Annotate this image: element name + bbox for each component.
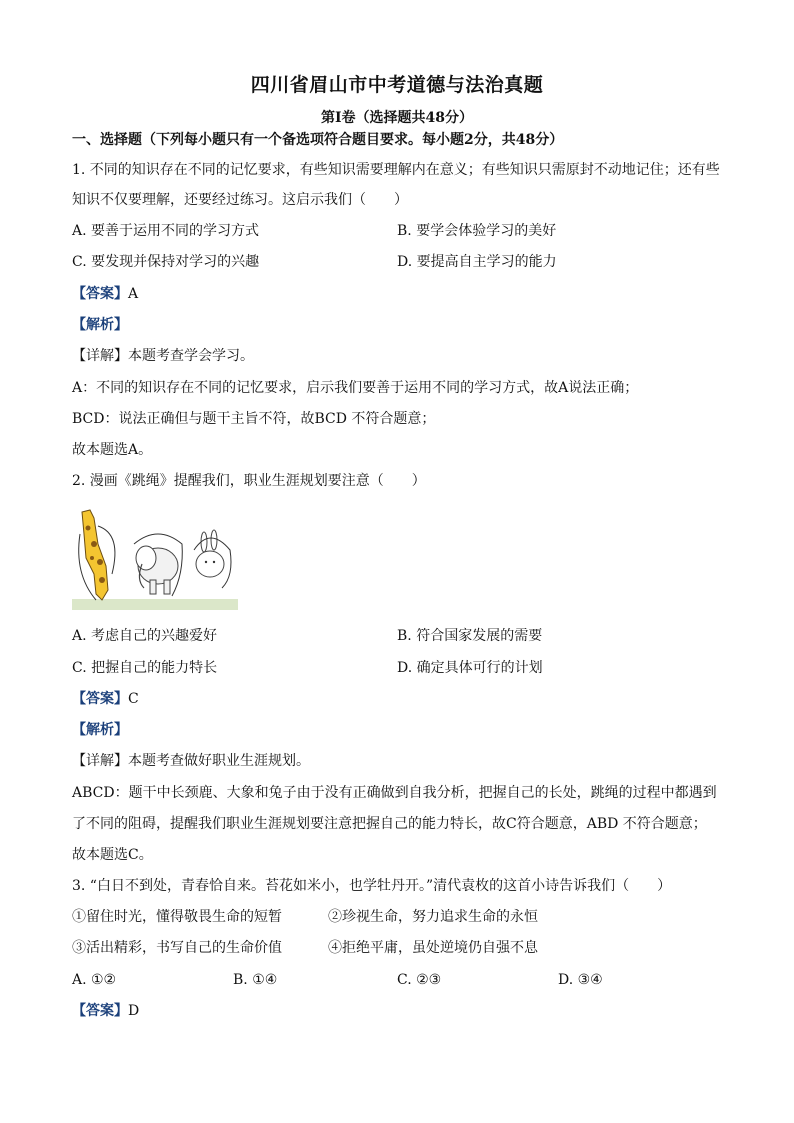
answer-label: 【答案】 (72, 286, 128, 302)
detail-label: 【详解】 (72, 348, 128, 364)
q2-answer (72, 689, 139, 709)
q1-explanation-1: A：不同的知识存在不同的记忆要求，启示我们要善于运用不同的学习方式，故A说法正确； (72, 380, 639, 396)
detail-label: 【详解】 (72, 753, 128, 769)
q3-stem: 3. “白日不到处，青春恰自来。苔花如米小，也学牡丹开。”清代袁枚的这首小诗告诉我们（ ） (72, 878, 672, 894)
q2-option-a: A. 考虑自己的兴趣爱好 (72, 628, 218, 644)
q1-conclusion: 故本题选A。 (72, 442, 153, 458)
q1-option-c: C. 要发现并保持对学习的兴趣 (72, 254, 260, 270)
q1-option-d: D. 要提高自主学习的能力 (397, 254, 557, 270)
q3-option-a: A. ①② (72, 972, 117, 988)
q2-explanation-1: ABCD：题干中长颈鹿、大象和兔子由于没有正确做到自我分析，把握自己的长处，跳绳的过程中都遇到 (72, 785, 717, 801)
q1-option-a: A. 要善于运用不同的学习方式 (72, 223, 260, 239)
jump-rope-cartoon-image (72, 504, 238, 610)
section-heading: 一、选择题（下列每小题只有一个备选项符合题目要求。每小题2分，共48分） (72, 132, 564, 148)
page-title: 四川省眉山市中考道德与法治真题 (250, 74, 544, 96)
q1-option-b: B. 要学会体验学习的美好 (397, 223, 557, 239)
q2-stem: 2. 漫画《跳绳》提醒我们，职业生涯规划要注意（ ） (72, 473, 426, 489)
q1-detail-text: 本题考查学会学习。 (128, 348, 254, 364)
q3-item-3: ③活出精彩，书写自己的生命价值 (72, 940, 282, 956)
q1-stem-line1: 1. 不同的知识存在不同的记忆要求，有些知识需要理解内在意义；有些知识只需原封不动地记住；还有些 (72, 162, 720, 178)
grass-strip (72, 599, 238, 610)
q2-conclusion: 故本题选C。 (72, 847, 153, 863)
q3-option-b: B. ①④ (233, 972, 278, 988)
q3-answer-value: D (128, 1003, 140, 1019)
answer-label: 【答案】 (72, 1003, 128, 1019)
analysis-label: 【解析】 (72, 722, 128, 738)
q2-option-c: C. 把握自己的能力特长 (72, 660, 218, 676)
q1-analysis-label (72, 315, 128, 335)
q3-item-1: ①留住时光，懂得敬畏生命的短暂 (72, 909, 282, 925)
q2-explanation-2: 了不同的阻碍，提醒我们职业生涯规划要注意把握自己的能力特长，故C符合题意，ABD 不符合题意； (72, 816, 707, 832)
q1-explanation-2: BCD：说法正确但与题干主旨不符，故BCD 不符合题意； (72, 411, 436, 427)
answer-label: 【答案】 (72, 691, 128, 707)
q1-answer (72, 284, 138, 304)
q1-answer-value: A (128, 286, 139, 302)
q2-option-d: D. 确定具体可行的计划 (397, 660, 543, 676)
q2-detail-text: 本题考查做好职业生涯规划。 (128, 753, 310, 769)
q3-answer (72, 1001, 139, 1021)
q2-answer-value: C (128, 691, 139, 707)
q2-analysis-label (72, 720, 128, 740)
q1-stem-line2: 知识不仅要理解，还要经过练习。这启示我们（ ） (72, 192, 408, 208)
q2-detail (72, 751, 310, 771)
q3-item-4: ④拒绝平庸，虽处逆境仍自强不息 (328, 940, 538, 956)
q2-option-b: B. 符合国家发展的需要 (397, 628, 543, 644)
analysis-label: 【解析】 (72, 317, 128, 333)
q3-option-d: D. ③④ (558, 972, 603, 988)
q1-detail (72, 346, 254, 366)
paper-subtitle: 第Ⅰ卷（选择题共48分） (320, 110, 474, 126)
q3-option-c: C. ②③ (397, 972, 442, 988)
q3-item-2: ②珍视生命，努力追求生命的永恒 (328, 909, 538, 925)
